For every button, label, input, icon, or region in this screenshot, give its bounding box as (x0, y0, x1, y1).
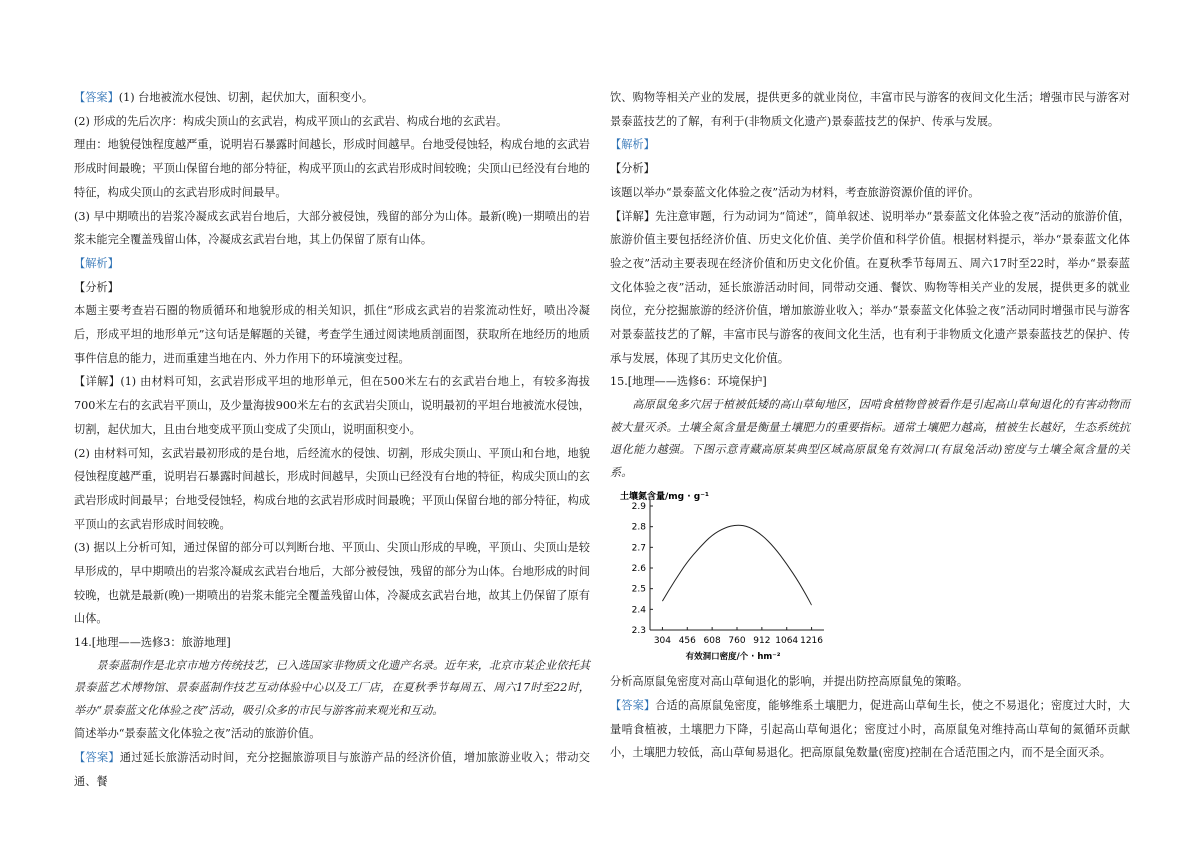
answer-tag: 【答案】 (74, 751, 120, 765)
xiangjie-text: 【详解】先注意审题，行为动词为“简述”，简单叙述、说明举办“景泰蓝文化体验之夜”活动的旅游价值，旅游价值主要包括经济价值、历史文化价值、美学价值和科学价值。根据材料提示，举办“景泰蓝文化体验之夜”活动主要表现在经济价值和历史文化价值。在夏秋季节每周五、周六17时至22时，举办“景泰蓝文化体验之夜”活动，延长旅游活动时间，同带动交通、餐饮、购物等相关产业的发展，提供更多的就业岗位，充分挖掘旅游的经济价值，增加旅游业收入；举办“景泰蓝文化体验之夜”活动同时增强市民与游客对景泰蓝技艺的了解，丰富市民与游客的夜间文化生活，也有利于非物质文化遗产景泰蓝技艺的保护、传承与发展，体现了其历史文化价值。 (610, 209, 1130, 365)
chart-y-tick-label: 2.8 (631, 522, 646, 533)
answer14-start: 【答案】通过延长旅游活动时间，充分挖掘旅游项目与旅游产品的经济价值，增加旅游业收入；带动交通、餐 (74, 751, 590, 788)
chart-x-tick-label: 1064 (775, 636, 799, 647)
jiexi-tag: 【解析】 (74, 256, 119, 270)
answer13-p2: (2) 形成的先后次序：构成尖顶山的玄武岩，构成平顶山的玄武岩、构成台地的玄武岩。 (74, 114, 508, 128)
xiangjie-tag: 【详解】 (610, 209, 656, 223)
xiangjie-p3: (3) 据以上分析可知，通过保留的部分可以判断台地、平顶山、尖顶山形成的早晚，平顶山、尖顶山是较早形成的，早中期喷出的岩浆冷凝成玄武岩台地后，大部分被侵蚀，残留的部分为山体。台地形成的时间较晚，也就是最新(晚)一期喷出的岩浆未能完全覆盖残留山体，冷凝成玄武岩台地，故其上仍保留了原有山体。 (74, 541, 590, 626)
chart-x-tick-label: 1216 (800, 636, 824, 647)
soil-nitrogen-chart (620, 488, 830, 664)
answer13-p4: (3) 早中期喷出的岩浆冷凝成玄武岩台地后，大部分被侵蚀，残留的部分为山体。最新(晚)一期喷出的岩浆未能完全覆盖残留山体，冷凝成玄武岩台地，其上仍保留了原有山体。 (74, 209, 590, 247)
chart-y-tick-label: 2.3 (631, 626, 646, 637)
chart-x-tick-label: 760 (728, 636, 746, 647)
xiangjie-tag: 【详解】 (74, 375, 121, 389)
chart-ylabel: 土壤氮含量/mg · g⁻¹ (620, 492, 709, 503)
q14-question: 简述举办“景泰蓝文化体验之夜”活动的旅游价值。 (74, 727, 321, 741)
chart-y-tick-label: 2.9 (631, 502, 646, 513)
fenxi-text: 本题主要考查岩石圈的物质循环和地貌形成的相关知识，抓住“形成玄武岩的岩浆流动性好，喷出冷凝后，形成平坦的地形单元”这句话是解题的关键，考查学生通过阅读地质剖面图，获取所在地经历的地质事件信息的能力，进而重建当地在内、外力作用下的环境演变过程。 (74, 304, 590, 365)
chart-y-tick-label: 2.5 (631, 584, 646, 595)
chart-series-line (662, 525, 811, 605)
chart-y-tick-label: 2.6 (631, 564, 646, 575)
chart-xlabel: 有效洞口密度/个 · hm⁻² (685, 652, 781, 663)
answer15-text: 【答案】合适的高原鼠兔密度，能够维系土壤肥力，促进高山草甸生长，使之不易退化；密度过大时，大量啃食植被，土壤肥力下降，引起高山草甸退化；密度过小时，高原鼠兔对维持高山草甸的氮循环贡献小，土壤肥力较低，高山草甸易退化。把高原鼠兔数量(密度)控制在合适范围之内，而不是全面灭杀。 (610, 698, 1130, 760)
jiexi-tag: 【解析】 (610, 138, 655, 152)
q15-question: 分析高原鼠兔密度对高山草甸退化的影响，并提出防控高原鼠兔的策略。 (610, 675, 969, 689)
q14-heading: 14.[地理——选修3：旅游地理] (74, 636, 231, 650)
chart-x-tick-label: 304 (653, 636, 672, 647)
xiangjie-p2: (2) 由材料可知，玄武岩最初形成的是台地，后经流水的侵蚀、切割，形成尖顶山、平顶山和台地，地貌侵蚀程度越严重，说明岩石暴露时间越长，形成时间越早，尖顶山已经没有台地的特征，构成尖顶山的玄武岩形成时间最早；台地受侵蚀轻，构成台地的玄武岩形成时间最晚；平顶山保留台地的部分特征，构成平顶山的玄武岩形成时间较晚。 (74, 446, 590, 531)
answer14-continued: 饮、购物等相关产业的发展，提供更多的就业岗位，丰富市民与游客的夜间文化生活；增强市民与游客对景泰蓝技艺的了解，有利于(非物质文化遗产)景泰蓝技艺的保护、传承与发展。 (610, 91, 1130, 128)
answer-tag: 【答案】 (74, 91, 119, 104)
answer13-p3: 理由：地貌侵蚀程度越严重，说明岩石暴露时间越长，形成时间越早。台地受侵蚀轻，构成台地的玄武岩形成时间最晚；平顶山保留台地的部分特征，构成平顶山的玄武岩形成时间较晚；尖顶山已经没有台地的特征，构成尖顶山的玄武岩形成时间最早。 (74, 138, 590, 199)
chart-y-tick-label: 2.7 (631, 543, 646, 554)
answer-tag: 【答案】 (610, 698, 656, 712)
chart-x-tick-label: 912 (753, 636, 771, 647)
fenxi-text: 该题以举办“景泰蓝文化体验之夜”活动为材料，考查旅游资源价值的评价。 (610, 185, 980, 199)
chart-x-tick-label: 456 (678, 636, 696, 647)
chart-svg (620, 488, 830, 664)
answer13-p1: 【答案】(1) 台地被流水侵蚀、切割，起伏加大，面积变小。 (74, 91, 374, 104)
xiangjie-p1: 【详解】(1) 由材料可知，玄武岩形成平坦的地形单元，但在500米左右的玄武岩台地上，有较多海拔700米左右的玄武岩平顶山，及少量海拔900米左右的玄武岩尖顶山，说明最初的平坦台地被流水侵蚀，切割，起伏加大，且由台地变成平顶山变成了尖顶山，说明面积变小。 (74, 375, 590, 436)
right-column (610, 86, 1130, 765)
fenxi-tag: 【分析】 (610, 162, 655, 176)
q15-heading: 15.[地理——选修6：环境保护] (610, 375, 767, 389)
chart-y-tick-label: 2.4 (631, 605, 646, 616)
fenxi-tag: 【分析】 (74, 280, 119, 294)
left-column (74, 86, 590, 793)
chart-x-tick-label: 608 (703, 636, 721, 647)
q15-material: 高原鼠兔多穴居于植被低矮的高山草甸地区，因啃食植物曾被看作是引起高山草甸退化的有害动物而被大量灭杀。土壤全氮含量是衡量土壤肥力的重要指标。通常土壤肥力越高，植被生长越好，生态系统抗退化能力越强。下图示意青藏高原某典型区域高原鼠兔有效洞口(有鼠兔活动)密度与土壤全氮含量的关系。 (610, 398, 1130, 479)
q14-material: 景泰蓝制作是北京市地方传统技艺，已入选国家非物质文化遗产名录。近年来，北京市某企业依托其景泰蓝艺术博物馆、景泰蓝制作技艺互动体验中心以及工厂店，在夏秋季节每周五、周六17时至22时，举办“景泰蓝文化体验之夜”活动，吸引众多的市民与游客前来观光和互动。 (74, 658, 590, 717)
